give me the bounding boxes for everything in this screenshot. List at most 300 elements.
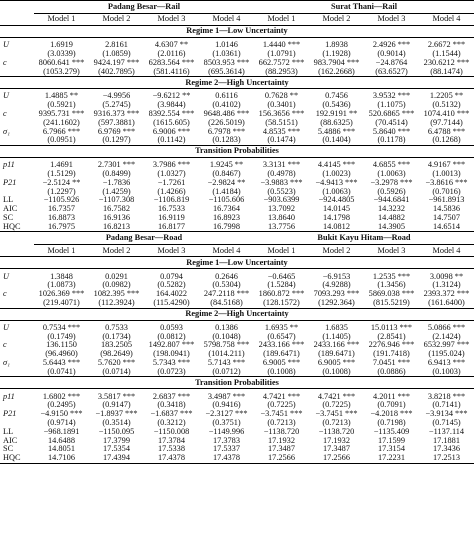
value-cell: (0.1734) <box>102 332 131 341</box>
value-cell: 3.5817 *** <box>97 392 136 401</box>
value-cell: 2.8161 <box>105 41 128 50</box>
value-cell: (98.2649) <box>100 349 133 359</box>
value-cell: (0.9014) <box>377 49 406 59</box>
value-cell: −4.2018 *** <box>370 409 413 419</box>
value-cell: (88.2953) <box>265 67 298 76</box>
model-header: Model 1 <box>267 245 296 255</box>
row-label: σ₁ <box>3 358 10 367</box>
value-cell: (2.8541) <box>377 332 406 341</box>
value-cell: (0.5304) <box>212 281 241 290</box>
row-label: σ₁ <box>3 127 10 136</box>
value-cell: 9316.373 *** <box>93 109 140 119</box>
value-cell: (1.3124) <box>432 281 461 290</box>
value-cell: (0.1268) <box>432 136 461 145</box>
value-cell: 13.7092 <box>268 204 295 214</box>
model-header: Model 2 <box>102 245 131 255</box>
value-cell: 5.6443 *** <box>42 358 81 367</box>
table-row <box>0 281 474 290</box>
value-cell: 0.2646 <box>215 272 238 281</box>
value-cell: 16.7357 <box>48 204 75 214</box>
value-cell: −1105.606 <box>208 196 245 205</box>
table-row <box>0 119 474 128</box>
value-cell: (0.9416) <box>212 401 241 410</box>
value-cell: (0.0741) <box>47 367 76 376</box>
value-cell: 4.8535 *** <box>262 127 301 136</box>
value-cell: (0.0712) <box>212 367 241 376</box>
value-cell: (0.7091) <box>377 401 406 410</box>
row-label: AIC <box>3 436 18 445</box>
row-label: c <box>3 289 7 299</box>
value-cell: 3.9532 *** <box>372 92 411 101</box>
value-cell: (0.7145) <box>432 418 461 427</box>
table-row <box>0 419 474 428</box>
value-cell: (3.0339) <box>47 49 76 59</box>
value-cell: (0.6547) <box>267 332 296 341</box>
value-cell: (1.4259) <box>102 187 131 196</box>
value-cell: (1.4184) <box>212 187 241 196</box>
value-cell: (1.4266) <box>157 187 186 196</box>
value-cell: 4.7421 *** <box>317 392 356 401</box>
value-cell: 17.3436 <box>433 445 460 454</box>
value-cell: 1.8938 <box>325 41 348 50</box>
value-cell: (115.4290) <box>153 298 190 307</box>
value-cell: (0.1297) <box>102 136 131 145</box>
value-cell: 16.8213 <box>103 222 130 231</box>
value-cell: 2.4926 *** <box>372 41 411 50</box>
value-cell: 17.3487 <box>323 445 350 454</box>
value-cell: 5.7143 *** <box>207 358 246 367</box>
value-cell: (0.4102) <box>212 100 241 110</box>
value-cell: (0.0886) <box>377 367 406 376</box>
row-label: LL <box>3 427 14 436</box>
value-cell: 0.6116 <box>215 92 238 101</box>
value-cell: (58.5151) <box>265 118 298 127</box>
value-cell: 16.7582 <box>103 204 130 214</box>
value-cell: 16.8177 <box>158 222 185 231</box>
value-cell: 14.3905 <box>378 222 405 231</box>
value-cell: (597.3881) <box>98 118 135 127</box>
value-cell: 6532.997 *** <box>423 341 470 350</box>
value-cell: 16.7533 <box>158 204 185 214</box>
table-row <box>0 92 474 101</box>
row-label <box>0 50 34 59</box>
model-header: Model 4 <box>212 245 241 255</box>
value-cell: (0.8499) <box>102 169 131 179</box>
value-cell: (198.0941) <box>153 349 190 359</box>
table-row <box>0 187 474 196</box>
value-cell: −6.9153 <box>322 272 351 281</box>
value-cell: (0.1404) <box>322 136 351 145</box>
value-cell: 17.4378 <box>158 453 185 463</box>
value-cell: 0.7456 <box>325 92 348 101</box>
value-cell: 0.0291 <box>105 272 128 281</box>
row-label: c <box>3 109 7 119</box>
value-cell: (0.1474) <box>267 136 296 145</box>
value-cell: 2.7301 *** <box>97 160 136 170</box>
value-cell: 5.4886 *** <box>317 127 356 136</box>
model-header-row <box>0 14 474 26</box>
table-row <box>0 41 474 50</box>
row-label: U <box>3 41 9 50</box>
value-cell: 2.6672 *** <box>427 41 466 50</box>
corner-cell <box>0 232 34 245</box>
model-header: Model 4 <box>212 14 241 24</box>
value-cell: 3.4987 *** <box>207 392 246 401</box>
row-label: HQC <box>3 222 21 231</box>
row-label: U <box>3 272 9 281</box>
row-label <box>0 101 34 110</box>
value-cell: −3.9134 *** <box>425 409 468 419</box>
value-cell: −4.9956 <box>102 92 131 101</box>
row-label <box>0 170 34 179</box>
value-cell: −1107.308 <box>98 196 135 205</box>
value-cell: (0.3514) <box>102 418 131 427</box>
value-cell: 192.9191 ** <box>315 109 358 119</box>
value-cell: 7093.293 *** <box>313 289 360 299</box>
value-cell: 17.3799 <box>103 436 130 445</box>
value-cell: 1.4440 *** <box>262 41 301 50</box>
value-cell: (0.9714) <box>47 418 76 427</box>
value-cell: 14.3232 <box>378 204 405 214</box>
row-label: HQC <box>3 453 21 463</box>
row-label: LL <box>3 196 14 205</box>
value-cell: −3.2978 *** <box>370 178 413 187</box>
value-cell: (0.0982) <box>102 281 131 290</box>
table-row <box>0 454 474 463</box>
value-cell: (3.9844) <box>157 100 186 110</box>
value-cell: 1492.807 *** <box>148 341 195 350</box>
table-row <box>0 359 474 368</box>
row-label <box>0 281 34 290</box>
value-cell: −1150.095 <box>98 427 135 436</box>
value-cell: (0.7213) <box>267 418 296 427</box>
value-cell: (1292.364) <box>318 298 355 307</box>
table-row <box>0 272 474 281</box>
value-cell: 8503.953 *** <box>203 58 250 67</box>
table-row <box>0 161 474 170</box>
table-row <box>0 67 474 76</box>
value-cell: −4.9150 *** <box>40 409 83 419</box>
value-cell: (0.1048) <box>212 332 241 341</box>
row-label: U <box>3 92 9 101</box>
value-cell: 2276.946 *** <box>368 341 415 350</box>
value-cell: 17.1932 <box>323 436 350 445</box>
value-cell: (1.0023) <box>322 169 351 179</box>
value-cell: 9648.486 *** <box>203 109 250 119</box>
value-cell: 9395.731 *** <box>38 109 85 119</box>
row-label: p11 <box>3 392 15 401</box>
value-cell: −3.9883 *** <box>260 178 303 187</box>
value-cell: −3.8616 *** <box>425 178 468 187</box>
value-cell: 230.6212 *** <box>423 58 470 67</box>
value-cell: −1106.819 <box>153 196 190 205</box>
value-cell: (0.0951) <box>47 136 76 145</box>
value-cell: 16.7364 <box>213 204 240 214</box>
value-cell: 5.0866 *** <box>427 323 466 332</box>
model-header: Model 2 <box>102 14 131 24</box>
value-cell: (1.1544) <box>432 49 461 59</box>
table-row <box>0 350 474 359</box>
value-cell: −0.6465 <box>267 272 296 281</box>
value-cell: (1053.279) <box>43 67 80 76</box>
value-cell: 3.8218 *** <box>427 392 466 401</box>
value-cell: 4.9167 *** <box>427 160 466 170</box>
value-cell: −1.6837 *** <box>150 409 193 419</box>
model-header: Model 1 <box>47 14 76 24</box>
value-cell: 6.9005 *** <box>317 358 356 367</box>
value-cell: 13.8640 <box>268 213 295 222</box>
value-cell: −24.8764 <box>375 58 408 67</box>
table-row <box>0 332 474 341</box>
value-cell: 6.9769 *** <box>97 127 136 136</box>
value-cell: (1.1928) <box>322 49 351 59</box>
value-cell: 13.7756 <box>268 222 295 231</box>
value-cell: 2.6837 *** <box>152 392 191 401</box>
value-cell: (1.1405) <box>322 332 351 341</box>
model-header-row <box>0 245 474 257</box>
value-cell: 183.2505 <box>100 341 133 350</box>
value-cell: 17.3487 <box>268 445 295 454</box>
value-cell: 7.0451 *** <box>372 358 411 367</box>
value-cell: (162.2668) <box>318 67 355 76</box>
row-label: AIC <box>3 204 18 214</box>
table-row <box>0 179 474 188</box>
model-header: Model 3 <box>157 14 186 24</box>
row-label <box>0 187 34 196</box>
value-cell: 247.2118 *** <box>203 289 250 299</box>
value-cell: (0.9147) <box>102 401 131 410</box>
corner-cell <box>0 1 34 14</box>
value-cell: (63.6527) <box>375 67 408 76</box>
value-cell: −1137.114 <box>428 427 465 436</box>
value-cell: (1615.605) <box>153 118 190 127</box>
value-cell: 17.4394 <box>103 453 130 463</box>
row-label <box>0 332 34 341</box>
value-cell: 4.4145 *** <box>317 160 356 170</box>
value-cell: 6.9005 *** <box>262 358 301 367</box>
model-header: Model 2 <box>322 14 351 24</box>
value-cell: 5.7620 *** <box>97 358 136 367</box>
table-row <box>0 401 474 410</box>
table-row <box>0 436 474 445</box>
value-cell: 14.0145 <box>323 204 350 214</box>
model-header: Model 4 <box>432 245 461 255</box>
value-cell: −2.9824 ** <box>207 178 246 187</box>
row-label <box>0 299 34 308</box>
value-cell: (1.0361) <box>212 49 241 59</box>
group-header: Padang Besar—Rail <box>34 1 254 14</box>
value-cell: (815.5219) <box>373 298 410 307</box>
value-cell: 1082.395 *** <box>93 289 140 299</box>
row-label <box>0 401 34 410</box>
value-cell: 2433.166 *** <box>313 341 360 350</box>
value-cell: 3.3131 *** <box>262 160 301 170</box>
value-cell: (241.1602) <box>43 118 80 127</box>
value-cell: (189.6471) <box>318 349 355 359</box>
group-header-row <box>0 232 474 245</box>
value-cell: (5.2745) <box>102 100 131 110</box>
value-cell: (0.1749) <box>47 332 76 341</box>
value-cell: 1.4691 <box>50 160 73 170</box>
value-cell: (0.7225) <box>322 401 351 410</box>
table-row <box>0 59 474 68</box>
section-title: Regime 1—Low Uncertainty <box>0 26 474 38</box>
value-cell: 5.7343 *** <box>152 358 191 367</box>
value-cell: 17.3783 <box>213 436 240 445</box>
section-title-row <box>0 145 474 157</box>
value-cell: (0.1142) <box>157 136 186 145</box>
value-cell: (0.0714) <box>102 367 131 376</box>
row-label <box>0 136 34 145</box>
value-cell: 0.1386 <box>215 323 238 332</box>
value-cell: (112.3924) <box>98 298 135 307</box>
table-row <box>0 205 474 214</box>
section-title: Transition Probabilities <box>0 377 474 389</box>
value-cell: 0.0593 <box>160 323 183 332</box>
value-cell: (0.0723) <box>157 367 186 376</box>
model-header: Model 1 <box>267 14 296 24</box>
section-title-row <box>0 26 474 38</box>
value-cell: 17.3784 <box>158 436 185 445</box>
row-label <box>0 419 34 428</box>
table-row <box>0 223 474 232</box>
value-cell: (1195.024) <box>428 349 465 359</box>
group-header-row <box>0 1 474 14</box>
value-cell: (0.4978) <box>267 169 296 179</box>
value-cell: (1.3456) <box>377 281 406 290</box>
value-cell: (1.0873) <box>47 281 76 290</box>
section-title: Transition Probabilities <box>0 145 474 157</box>
value-cell: 1.0146 <box>215 41 238 50</box>
value-cell: 0.7534 *** <box>42 323 81 332</box>
value-cell: −9.6212 ** <box>152 92 191 101</box>
table-bottom-rule <box>0 463 474 467</box>
value-cell: 3.7986 *** <box>152 160 191 170</box>
value-cell: −2.5124 ** <box>42 178 81 187</box>
value-cell: 1.6919 <box>50 41 73 50</box>
row-label <box>0 368 34 377</box>
value-cell: 1.2205 ** <box>429 92 464 101</box>
table-row <box>0 50 474 59</box>
table-row <box>0 214 474 223</box>
rule-cell <box>0 463 474 467</box>
value-cell: 6.7978 *** <box>207 127 246 136</box>
value-cell: 17.5354 <box>103 445 130 454</box>
value-cell: 0.7533 <box>105 323 128 332</box>
value-cell: (1.1075) <box>377 100 406 110</box>
value-cell: (581.4116) <box>153 67 190 76</box>
table-row <box>0 170 474 179</box>
section-title: Regime 1—Low Uncertainty <box>0 257 474 269</box>
value-cell: (0.1008) <box>322 367 351 376</box>
value-cell: 14.0812 <box>323 222 350 231</box>
table-row <box>0 101 474 110</box>
value-cell: (0.1008) <box>267 367 296 376</box>
section-title-row <box>0 77 474 89</box>
row-label <box>0 350 34 359</box>
section-title-row <box>0 308 474 320</box>
table-row <box>0 368 474 377</box>
value-cell: (0.5132) <box>432 100 461 110</box>
model-header: Model 3 <box>377 14 406 24</box>
value-cell: 16.8873 <box>48 213 75 222</box>
row-label <box>0 67 34 76</box>
value-cell: (0.5282) <box>157 281 186 290</box>
value-cell: 1.6835 <box>325 323 348 332</box>
value-cell: 17.3154 <box>378 445 405 454</box>
value-cell: 17.2513 <box>433 453 460 463</box>
table-row <box>0 324 474 333</box>
value-cell: (0.7141) <box>432 401 461 410</box>
value-cell: (97.7144) <box>430 118 463 127</box>
model-header: Model 3 <box>377 245 406 255</box>
value-cell: −1.8937 *** <box>95 409 138 419</box>
value-cell: (0.7016) <box>432 187 461 196</box>
value-cell: 14.7507 <box>433 213 460 222</box>
value-cell: 5869.038 *** <box>368 289 415 299</box>
value-cell: 6.7966 *** <box>42 127 81 136</box>
value-cell: 14.7106 <box>48 453 75 463</box>
value-cell: (0.7225) <box>267 401 296 410</box>
value-cell: 17.2566 <box>323 453 350 463</box>
value-cell: 2433.166 *** <box>258 341 305 350</box>
value-cell: (96.4960) <box>45 349 78 359</box>
value-cell: (2.1424) <box>432 332 461 341</box>
value-cell: 16.9119 <box>158 213 185 222</box>
value-cell: (189.6471) <box>263 349 300 359</box>
value-cell: −1150.008 <box>153 427 190 436</box>
value-cell: (402.7895) <box>98 67 135 76</box>
value-cell: −2.3127 *** <box>205 409 248 419</box>
value-cell: 17.2231 <box>378 453 405 463</box>
value-cell: 14.6488 <box>48 436 75 445</box>
value-cell: (0.3401) <box>267 100 296 110</box>
value-cell: (0.1283) <box>212 136 241 145</box>
value-cell: −968.1891 <box>43 427 80 436</box>
value-cell: 4.6855 *** <box>372 160 411 170</box>
value-cell: 4.6307 ** <box>154 41 189 50</box>
value-cell: 136.1150 <box>46 341 77 350</box>
row-label: U <box>3 323 9 332</box>
value-cell: (1.0063) <box>322 187 351 196</box>
row-label: P21 <box>3 178 17 187</box>
value-cell: 6.9413 *** <box>427 358 466 367</box>
value-cell: 17.1932 <box>268 436 295 445</box>
value-cell: 17.4378 <box>213 453 240 463</box>
table-row <box>0 196 474 205</box>
value-cell: (0.5523) <box>267 187 296 196</box>
value-cell: 1.3848 <box>50 272 73 281</box>
value-cell: (84.5168) <box>210 298 243 307</box>
value-cell: −3.7451 *** <box>315 409 358 419</box>
value-cell: −1.7836 <box>102 178 131 187</box>
value-cell: 17.5337 <box>213 445 240 454</box>
value-cell: −1138.720 <box>318 427 355 436</box>
table-row <box>0 392 474 401</box>
value-cell: 164.4022 <box>155 289 188 299</box>
row-label: p11 <box>3 160 15 170</box>
value-cell: 9424.197 *** <box>93 58 140 67</box>
value-cell: 5798.758 *** <box>203 341 250 350</box>
value-cell: (0.3212) <box>157 418 186 427</box>
value-cell: (0.1178) <box>377 136 406 145</box>
value-cell: 16.8923 <box>213 213 240 222</box>
value-cell: 662.7572 *** <box>258 58 305 67</box>
value-cell: 1.6802 *** <box>42 392 81 401</box>
value-cell: (70.4514) <box>375 118 408 127</box>
value-cell: −1105.926 <box>43 196 80 205</box>
value-cell: (1.5284) <box>267 281 296 290</box>
